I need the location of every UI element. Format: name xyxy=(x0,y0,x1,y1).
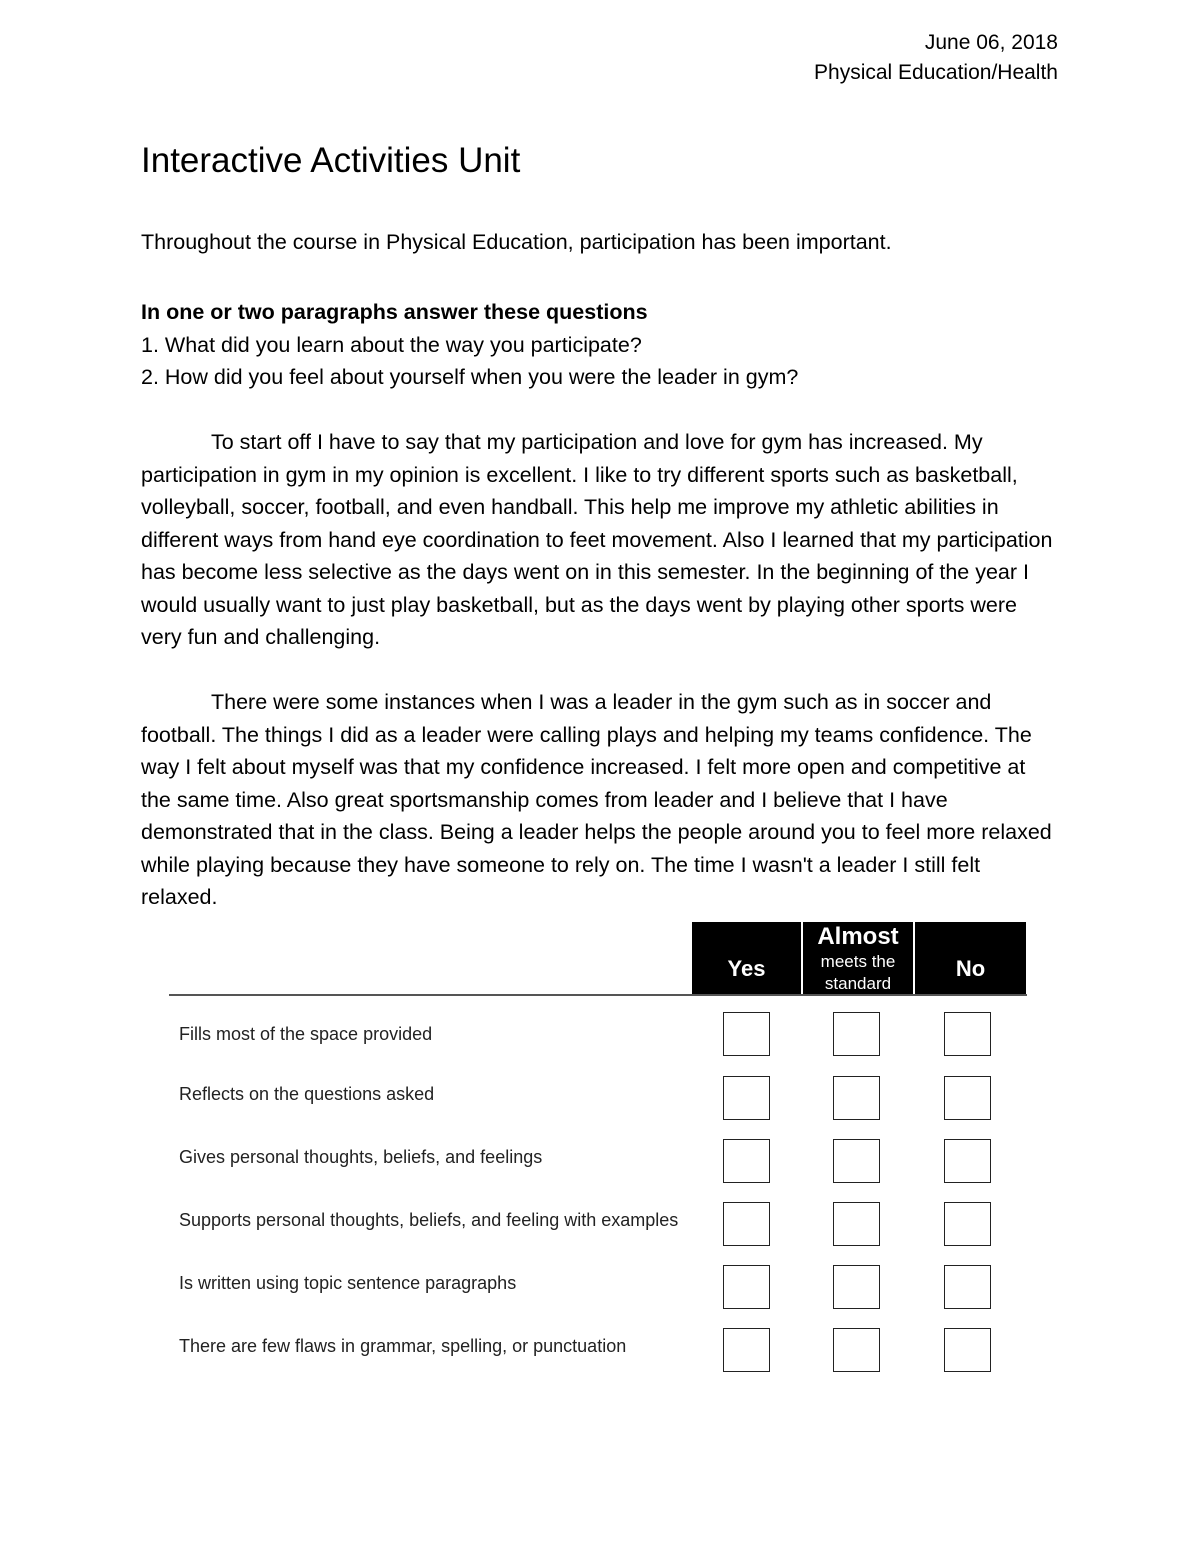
rubric-row xyxy=(169,1202,1027,1252)
question-item: 2. How did you feel about yourself when you were the leader in gym? xyxy=(141,365,799,389)
question-item: 1. What did you learn about the way you participate? xyxy=(141,332,642,357)
checkbox-almost[interactable] xyxy=(833,1202,880,1246)
essay-paragraph: There were some instances when I was a leader in the gym such as in soccer and football. The things I did as a leader were calling plays and helping my teams confidence. The way I felt about myself was that my confidence increased. I felt more open and competitive at the same time. Also great sportsmanship comes from leader and I believe that I have demonstrated that in the class. Being a leader helps the people around you to feel more relaxed while playing because they have someone to rely on. The time I wasn't a leader I still felt relaxed. xyxy=(141,690,1052,909)
rubric-table xyxy=(169,922,1027,1392)
rubric-row xyxy=(169,1076,1027,1126)
checkbox-no[interactable] xyxy=(944,1202,991,1246)
criterion-label: Reflects on the questions asked xyxy=(179,1084,435,1104)
column-header-almost-sublabel: meets the standard xyxy=(820,952,896,993)
checkbox-yes[interactable] xyxy=(723,1202,770,1246)
checkbox-almost[interactable] xyxy=(833,1076,880,1120)
questions-heading: In one or two paragraphs answer these questions xyxy=(141,300,648,324)
document-header xyxy=(814,28,1058,88)
essay-body xyxy=(141,426,1061,946)
checkbox-almost[interactable] xyxy=(833,1139,880,1183)
criterion-label: There are few flaws in grammar, spelling, or punctuation xyxy=(179,1336,627,1356)
header-subject: Physical Education/Health xyxy=(814,61,1058,84)
checkbox-no[interactable] xyxy=(944,1265,991,1309)
column-header-yes-label: Yes xyxy=(727,956,766,981)
criterion-label: Gives personal thoughts, beliefs, and feelings xyxy=(179,1147,543,1167)
column-header-yes xyxy=(692,922,801,994)
checkbox-no[interactable] xyxy=(944,1328,991,1372)
criterion-label: Fills most of the space provided xyxy=(179,1024,433,1044)
intro-text: Throughout the course in Physical Education, participation has been important. xyxy=(141,230,892,254)
checkbox-yes[interactable] xyxy=(723,1139,770,1183)
page-title: Interactive Activities Unit xyxy=(141,141,521,180)
checkbox-almost[interactable] xyxy=(833,1328,880,1372)
questions-block xyxy=(141,296,798,394)
rubric-row xyxy=(169,1012,1027,1062)
checkbox-no[interactable] xyxy=(944,1076,991,1120)
checkbox-yes[interactable] xyxy=(723,1012,770,1056)
criterion-label: Supports personal thoughts, beliefs, and feeling with examples xyxy=(179,1210,679,1230)
essay-paragraph: To start off I have to say that my participation and love for gym has increased. My participation in gym in my opinion is excellent. I like to try different sports such as basketball, volleyball, soccer, football, and even handball. This help me improve my athletic abilities in different ways from hand eye coordination to feet movement. Also I learned that my participation has become less selective as the days went on in this semester. In the beginning of the year I would usually want to just play basketball, but as the days went by playing other sports were very fun and challenging. xyxy=(141,430,1053,649)
checkbox-yes[interactable] xyxy=(723,1328,770,1372)
column-header-almost xyxy=(803,922,913,994)
column-header-no-label: No xyxy=(955,956,986,981)
rubric-row xyxy=(169,1328,1027,1378)
checkbox-no[interactable] xyxy=(944,1139,991,1183)
header-date: June 06, 2018 xyxy=(924,31,1058,54)
column-header-almost-label: Almost xyxy=(817,923,899,950)
checkbox-no[interactable] xyxy=(944,1012,991,1056)
checkbox-yes[interactable] xyxy=(723,1076,770,1120)
checkbox-almost[interactable] xyxy=(833,1012,880,1056)
checkbox-almost[interactable] xyxy=(833,1265,880,1309)
rubric-row xyxy=(169,1265,1027,1315)
criterion-label: Is written using topic sentence paragraphs xyxy=(179,1273,517,1293)
header-divider xyxy=(169,994,1027,996)
rubric-row xyxy=(169,1139,1027,1189)
checkbox-yes[interactable] xyxy=(723,1265,770,1309)
column-header-no xyxy=(915,922,1026,994)
